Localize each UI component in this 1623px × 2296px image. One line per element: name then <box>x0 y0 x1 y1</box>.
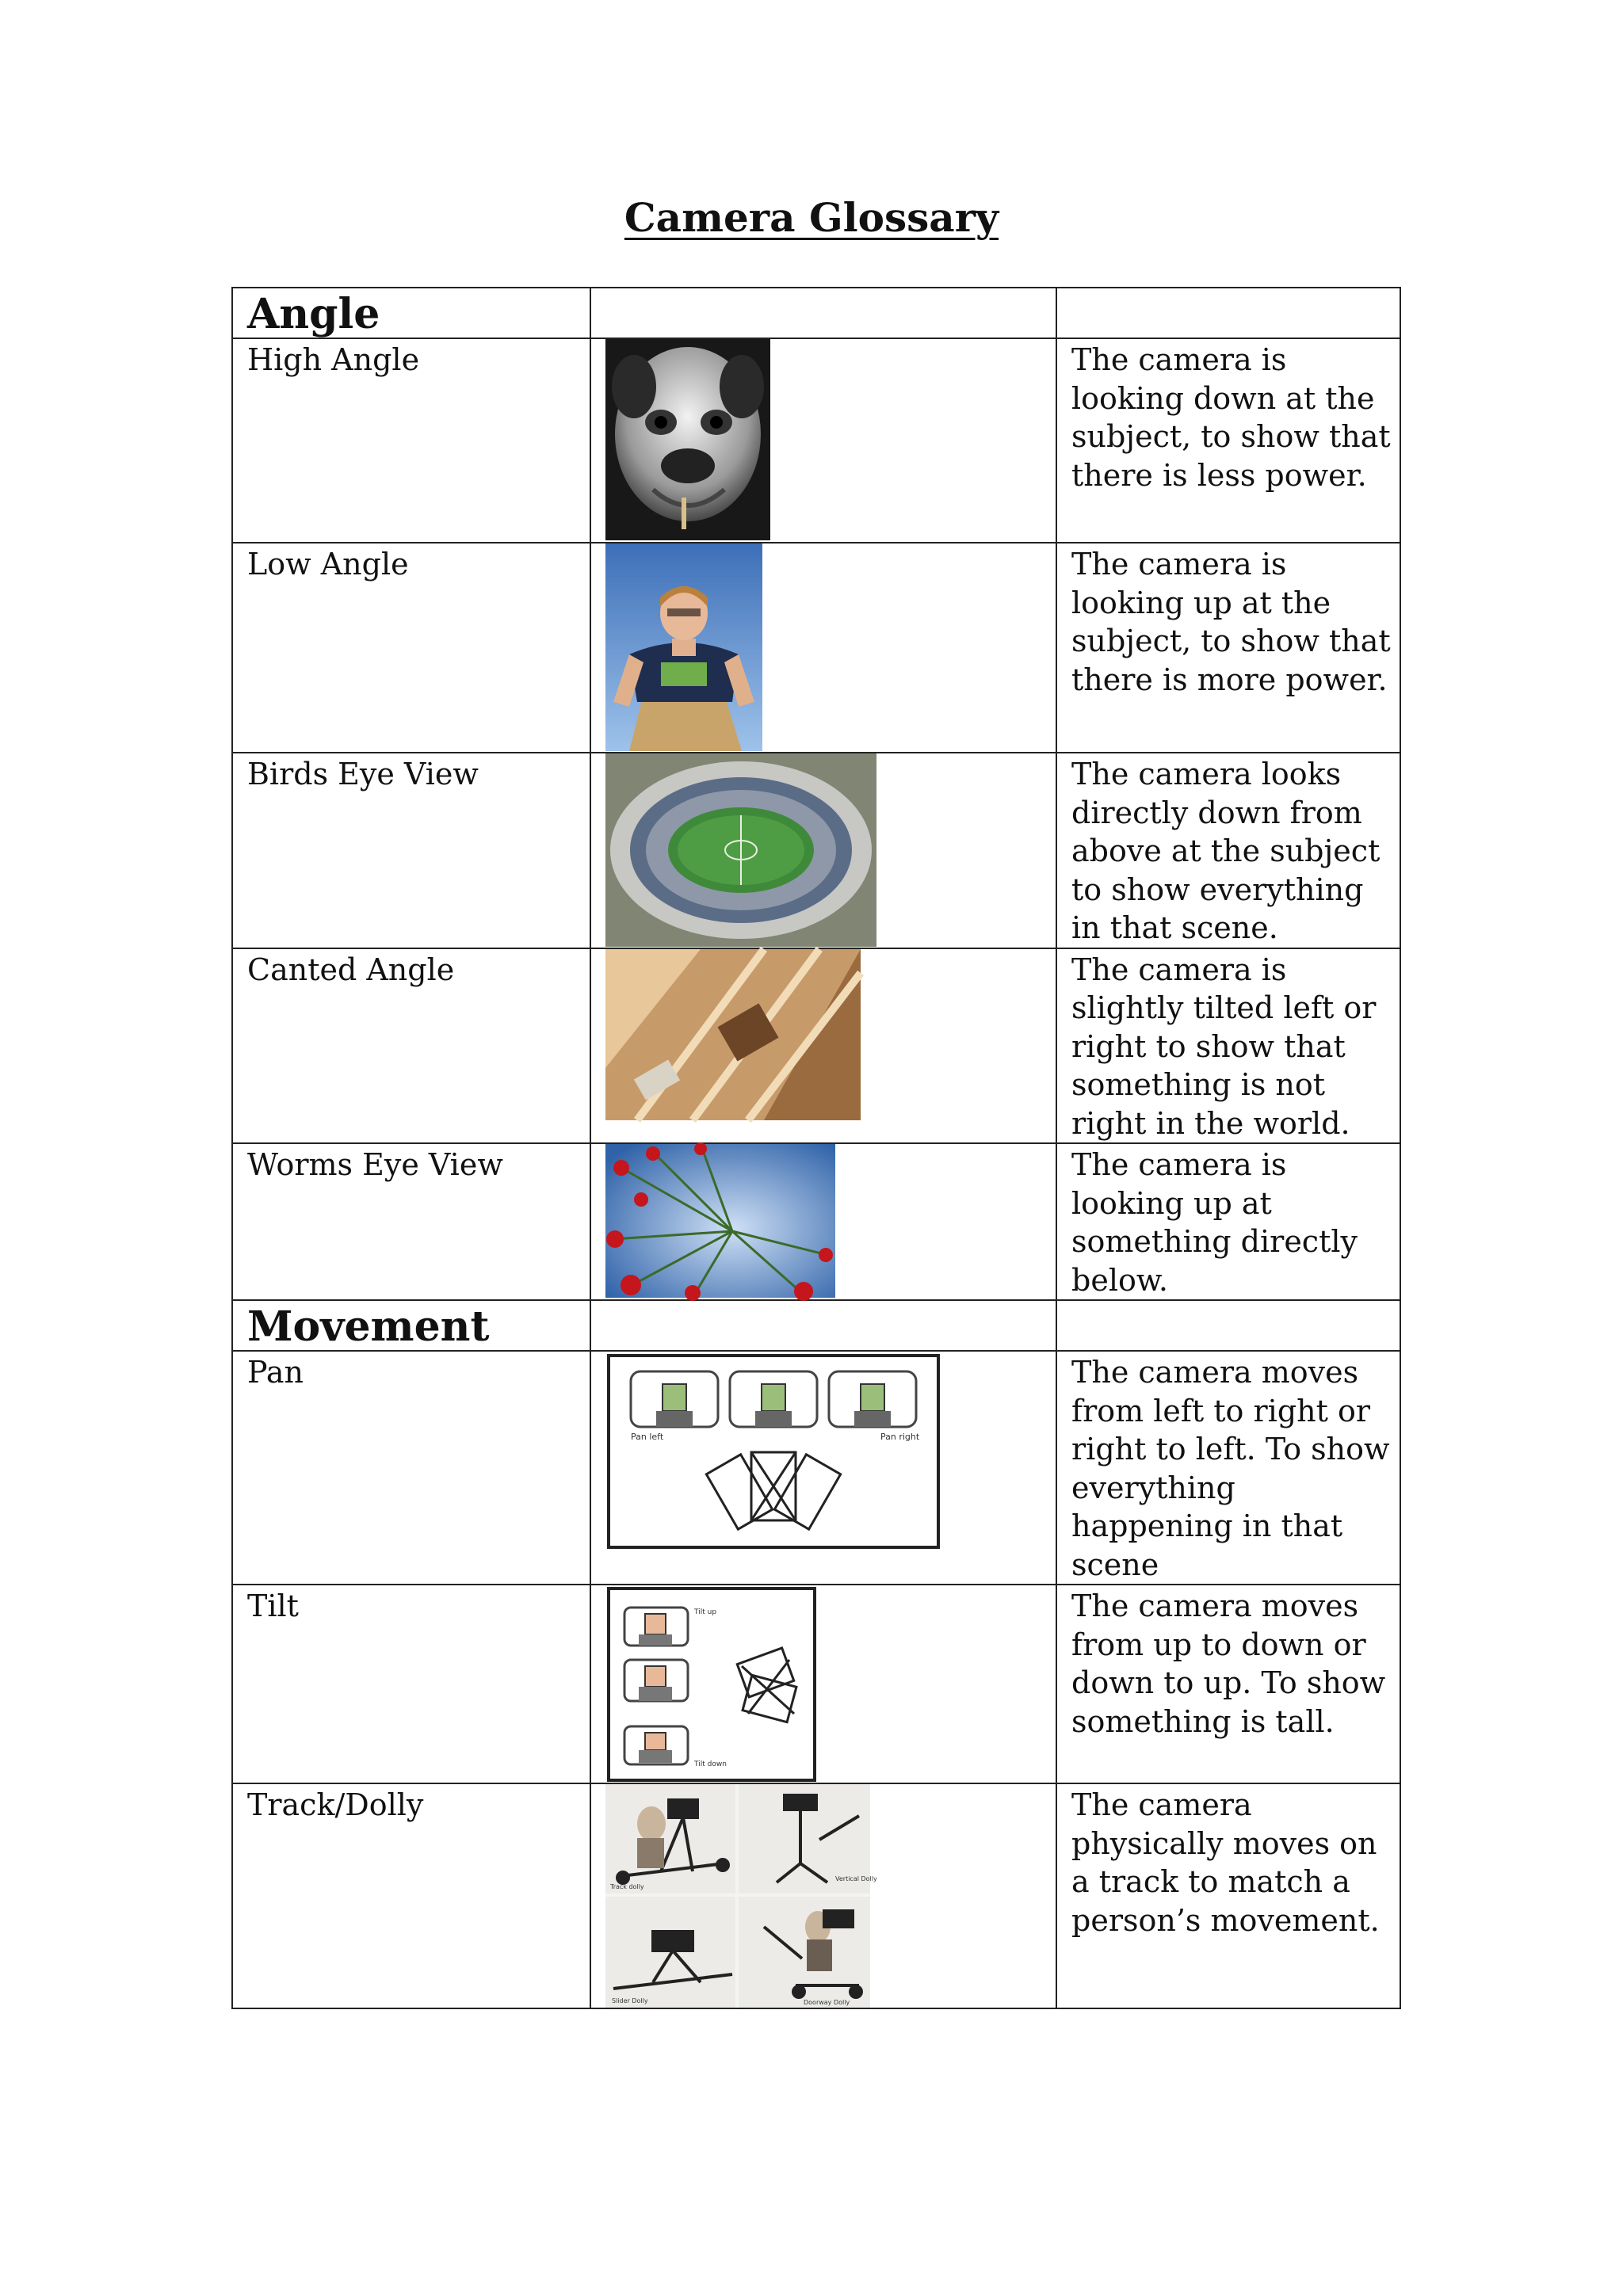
section-header-movement <box>232 1300 1400 1351</box>
term-description: The camera is looking up at the subject, to show that there is more power. <box>1071 547 1391 697</box>
term-label: Canted Angle <box>247 952 455 987</box>
poppies-sky-photo-icon <box>605 1144 835 1298</box>
diagram-label: Pan right <box>880 1432 920 1442</box>
term-description: The camera physically moves on a track to match a person’s movement. <box>1071 1787 1380 1938</box>
diagram-label: Tilt down <box>694 1760 727 1768</box>
term-label: High Angle <box>247 342 420 377</box>
section-heading: Movement <box>247 1302 490 1351</box>
table-row <box>232 1351 1400 1585</box>
dolly-equipment-photos-icon <box>605 1784 877 2008</box>
term-description: The camera looks directly down from above at the subject to show everything in that scene. <box>1071 757 1381 945</box>
glossary-table <box>231 287 1401 2009</box>
diagram-label: Track dolly <box>610 1883 644 1890</box>
term-label: Worms Eye View <box>247 1147 503 1182</box>
term-label: Birds Eye View <box>247 757 479 791</box>
term-label: Low Angle <box>247 547 409 582</box>
term-label: Tilt <box>247 1589 299 1623</box>
table-row <box>232 1143 1400 1300</box>
diagram-label: Tilt up <box>694 1608 717 1616</box>
term-label: Pan <box>247 1355 304 1390</box>
section-header-angle <box>232 288 1400 338</box>
diagram-label: Vertical Dolly <box>835 1875 877 1882</box>
diagram-label: Pan left <box>631 1432 664 1442</box>
term-description: The camera is slightly tilted left or right to show that something is not right in the world. <box>1071 952 1377 1141</box>
table-row <box>232 1585 1400 1783</box>
section-heading: Angle <box>247 290 380 338</box>
bulldog-photo-icon <box>605 339 770 540</box>
table-row <box>232 753 1400 948</box>
page-title: Camera Glossary <box>624 194 999 241</box>
table-row <box>232 948 1400 1144</box>
stadium-aerial-photo-icon <box>605 753 876 947</box>
term-label: Track/Dolly <box>247 1787 424 1822</box>
low-angle-person-photo-icon <box>605 543 762 751</box>
tilted-room-photo-icon <box>605 949 861 1120</box>
diagram-label: Doorway Dolly <box>804 1999 850 2006</box>
tilt-diagram-icon <box>607 1587 816 1782</box>
pan-diagram-icon <box>607 1354 940 1549</box>
diagram-label: Slider Dolly <box>612 1997 648 2004</box>
term-description: The camera moves from left to right or right to left. To show everything happening in that scene <box>1071 1355 1390 1582</box>
table-row <box>232 1783 1400 2008</box>
term-description: The camera is looking down at the subject, to show that there is less power. <box>1071 342 1391 493</box>
table-row <box>232 543 1400 753</box>
term-description: The camera moves from up to down or down to up. To show something is tall. <box>1071 1589 1386 1739</box>
term-description: The camera is looking up at something directly below. <box>1071 1147 1358 1298</box>
table-row <box>232 338 1400 543</box>
